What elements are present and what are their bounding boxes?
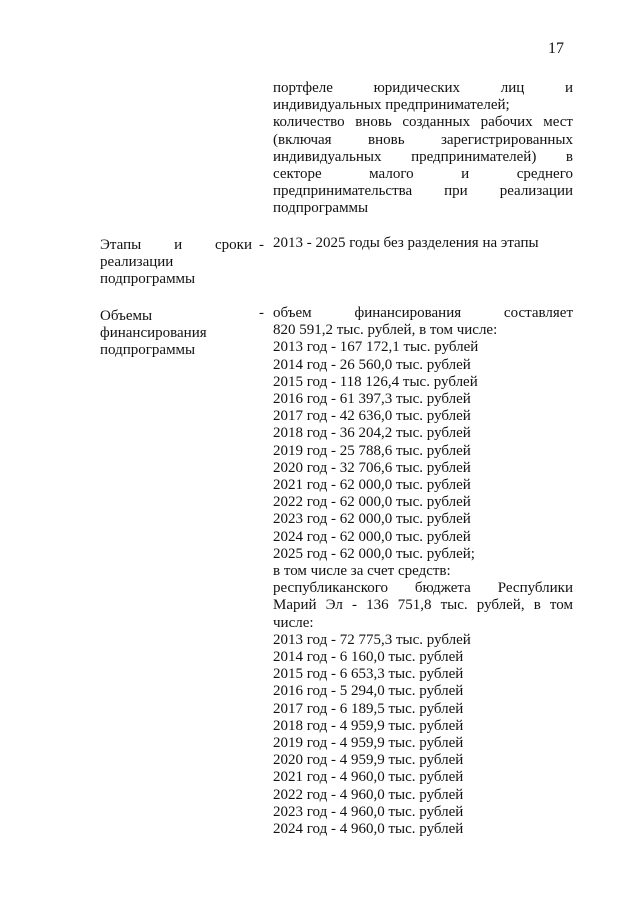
continuation-line: индивидуальных предпринимателей) в: [273, 148, 573, 165]
total-year-line: 2025 год - 62 000,0 тыс. рублей;: [273, 545, 475, 562]
republic-year-line: 2017 год - 6 189,5 тыс. рублей: [273, 700, 464, 717]
total-year-line: 2016 год - 61 397,3 тыс. рублей: [273, 391, 471, 408]
continuation-line: предпринимательства при реализации: [273, 183, 573, 200]
continuation-line: секторе малого и среднего: [273, 166, 573, 183]
stages-label-line: реализации: [100, 254, 174, 271]
republic-year-line: 2015 год - 6 653,3 тыс. рублей: [273, 666, 464, 683]
page-number: 17: [548, 40, 564, 57]
total-year-line: 2015 год - 118 126,4 тыс. рублей: [273, 373, 478, 390]
republic-line: числе:: [273, 614, 314, 631]
republic-year-line: 2020 год - 4 959,9 тыс. рублей: [273, 752, 464, 769]
volumes-intro-line: объем финансирования составляет: [273, 305, 573, 321]
total-year-line: 2014 год - 26 560,0 тыс. рублей: [273, 356, 471, 373]
stages-dash: -: [259, 237, 264, 253]
republic-year-line: 2022 год - 4 960,0 тыс. рублей: [273, 786, 464, 803]
total-year-line: 2020 год - 32 706,6 тыс. рублей: [273, 459, 471, 476]
stages-label: [100, 237, 252, 289]
total-year-line: 2013 год - 167 172,1 тыс. рублей: [273, 339, 479, 356]
stages-value: [273, 235, 573, 252]
sources-intro: в том числе за счет средств:: [273, 563, 451, 580]
republic-line: республиканского бюджета Республики: [273, 580, 573, 597]
republic-year-line: 2018 год - 4 959,9 тыс. рублей: [273, 717, 464, 734]
republic-year-line: 2019 год - 4 959,9 тыс. рублей: [273, 735, 464, 752]
total-year-line: 2017 год - 42 636,0 тыс. рублей: [273, 408, 471, 425]
republic-year-line: 2016 год - 5 294,0 тыс. рублей: [273, 683, 464, 700]
volumes-intro-line: 820 591,2 тыс. рублей, в том числе:: [273, 322, 498, 339]
volumes-label-line: финансирования: [100, 325, 207, 342]
total-year-line: 2021 год - 62 000,0 тыс. рублей: [273, 477, 471, 494]
republic-year-line: 2014 год - 6 160,0 тыс. рублей: [273, 649, 464, 666]
continuation-line: индивидуальных предпринимателей;: [273, 97, 510, 114]
stages-label-line: Этапы и сроки: [100, 237, 252, 253]
stages-label-line: подпрограммы: [100, 271, 196, 288]
volumes-label: [100, 308, 252, 360]
republic-year-line: 2013 год - 72 775,3 тыс. рублей: [273, 631, 471, 648]
total-year-line: 2018 год - 36 204,2 тыс. рублей: [273, 425, 471, 442]
total-year-line: 2024 год - 62 000,0 тыс. рублей: [273, 528, 471, 545]
volumes-label-line: подпрограммы: [100, 342, 196, 359]
republic-year-line: 2023 год - 4 960,0 тыс. рублей: [273, 803, 464, 820]
republic-year-line: 2021 год - 4 960,0 тыс. рублей: [273, 769, 464, 786]
stages-value-text: 2013 - 2025 годы без разделения на этапы: [273, 235, 539, 251]
continuation-line: портфеле юридических лиц и: [273, 80, 573, 96]
total-year-line: 2022 год - 62 000,0 тыс. рублей: [273, 494, 471, 511]
volumes-value: [273, 305, 573, 838]
total-year-line: 2023 год - 62 000,0 тыс. рублей: [273, 511, 471, 528]
volumes-dash: -: [259, 305, 264, 321]
continuation-line: количество вновь созданных рабочих мест: [273, 114, 573, 131]
republic-line: Марий Эл - 136 751,8 тыс. рублей, в том: [273, 597, 573, 614]
republic-year-line: 2024 год - 4 960,0 тыс. рублей: [273, 821, 464, 838]
total-year-line: 2019 год - 25 788,6 тыс. рублей: [273, 442, 471, 459]
continuation-line: (включая вновь зарегистрированных: [273, 131, 573, 148]
volumes-label-line: Объемы: [100, 308, 153, 324]
indicators-continuation: [273, 80, 573, 218]
continuation-line: подпрограммы: [273, 200, 369, 217]
